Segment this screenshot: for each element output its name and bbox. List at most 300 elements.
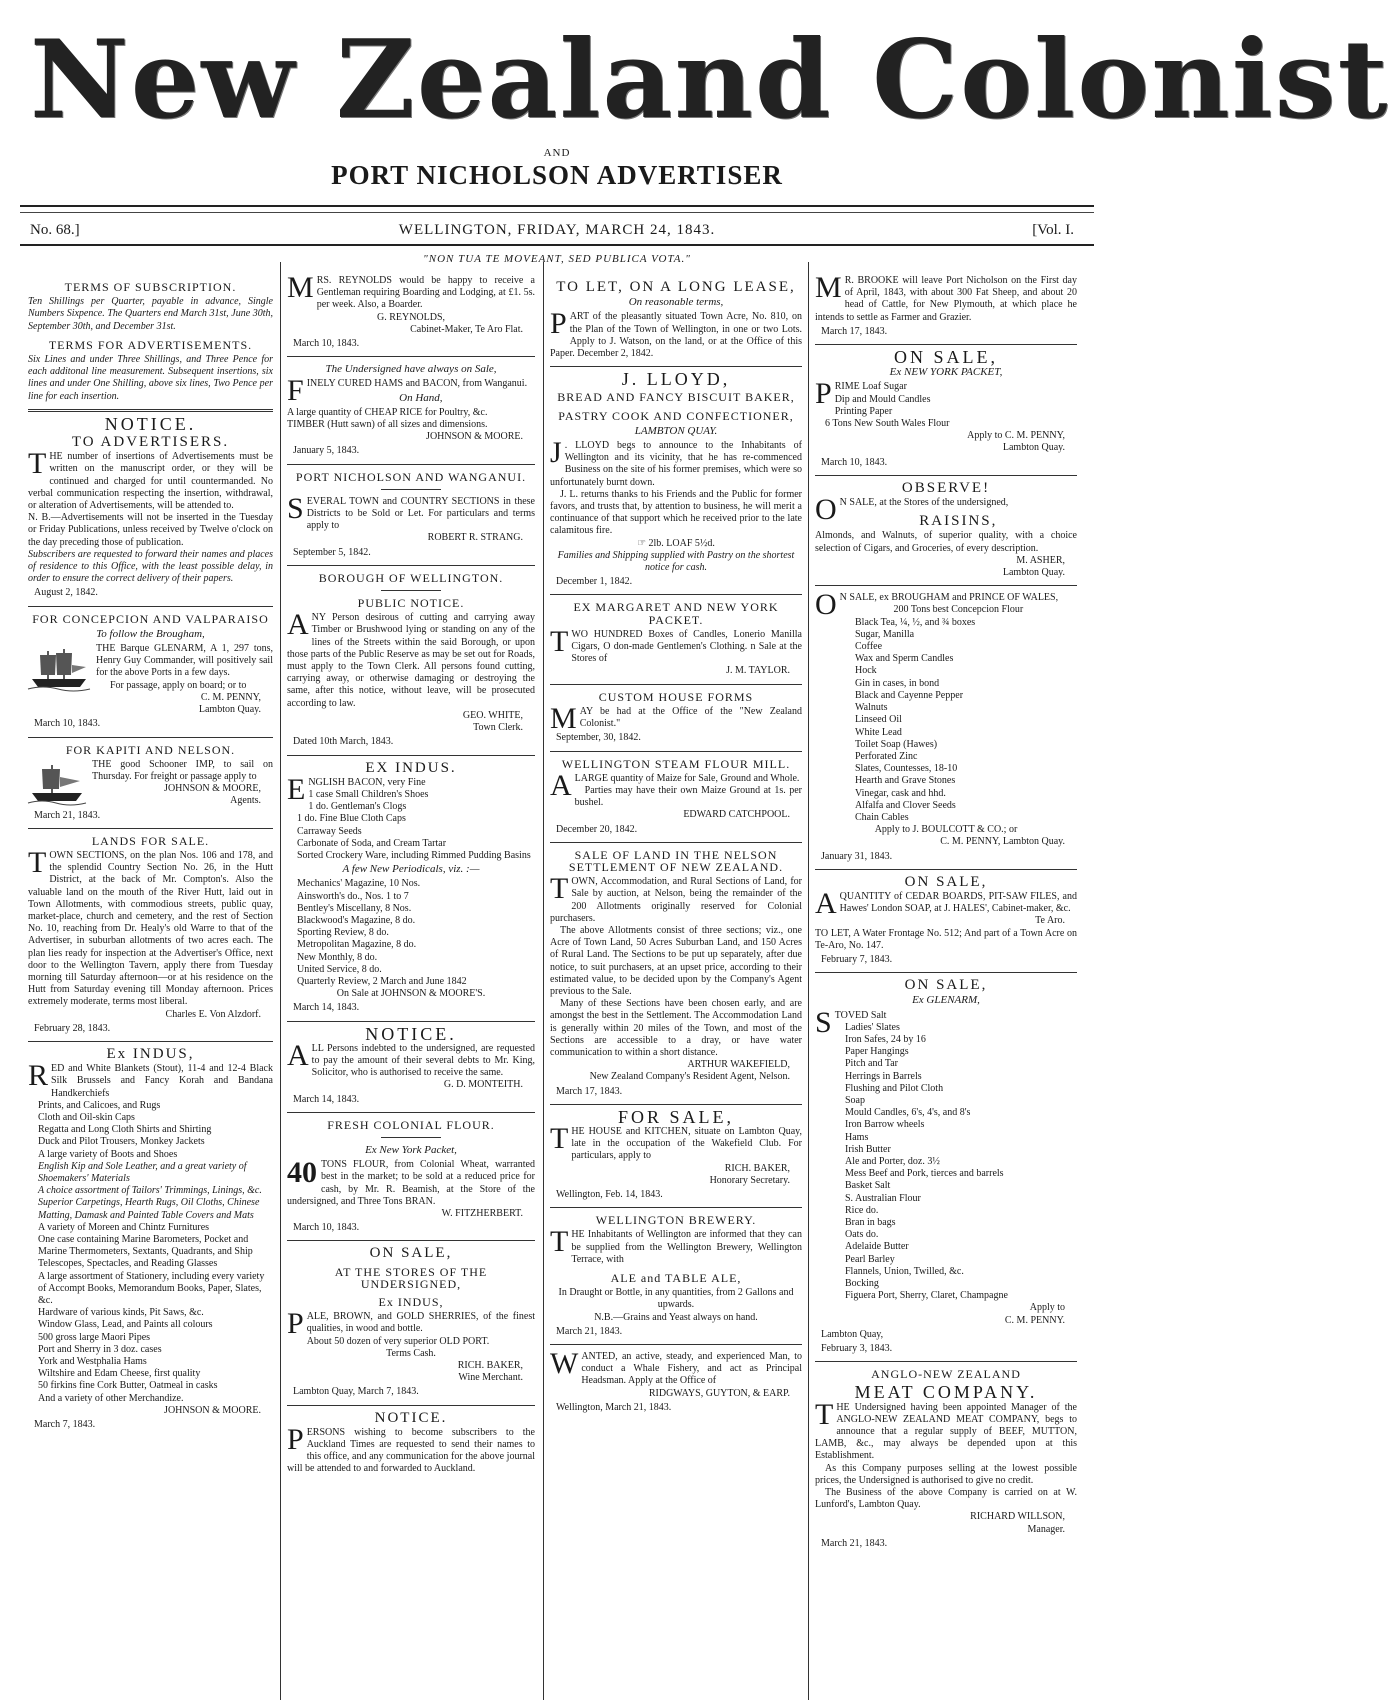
- list-item: Rice do.: [845, 1204, 879, 1216]
- drop-cap: M: [287, 271, 314, 304]
- divider: [20, 205, 1094, 207]
- divider: [287, 1240, 535, 1241]
- list-item: 500 gross large Maori Pipes: [38, 1331, 151, 1343]
- concepcion-subheading: To follow the Brougham,: [96, 627, 205, 640]
- list-item: Bentley's Miscellany, 8 Nos.: [297, 902, 412, 914]
- drop-cap: A: [287, 1038, 309, 1072]
- indus-first-line: RED and White Blankets (Stout), 11-4 and 12-4 Black Silk Brussels and Fancy Korah and Bandana Handkerchiefs: [28, 1059, 273, 1099]
- list-item: Walnuts: [855, 702, 888, 714]
- list-item: Perforated Zinc: [855, 750, 918, 762]
- list-item: Toilet Soap (Hawes): [855, 738, 938, 750]
- subscribers-notice: Subscribers are requested to forward their names and places of residence to this Office, with the least possible delay, in order to ensure the correct delivery of their papers.: [28, 548, 273, 585]
- divider: [287, 464, 535, 465]
- sherries-body: PALE, BROWN, and GOLD SHERRIES, of the finest qualities, in wood and bottle.: [287, 1307, 535, 1341]
- list-item: Adelaide Butter: [845, 1241, 909, 1253]
- list-item: Pitch and Tar: [845, 1058, 898, 1070]
- drop-cap: M: [815, 271, 842, 304]
- drop-cap: P: [287, 1422, 304, 1456]
- concepcion-heading: FOR CONCEPCION AND VALPARAISO: [32, 611, 269, 626]
- nelson-body: TOWN, Accommodation, and Rural Sections of Land, for Sale by auction, at Nelson, being the remainder of the 200 Allotments originally reserved for Colonial purchasers.: [550, 872, 802, 924]
- list-item: Sorted Crockery Ware, including Rimmed Pudding Basins: [297, 849, 531, 861]
- brooke-body: M R. BROOKE will leave Port Nicholson on the First day of April, 1843, with about 300 Fat Sheep, and about 20 head of Cattle, for New Plymouth, at which place he intends to settle as Farmer and Grazier.: [815, 271, 1077, 323]
- observe-body: O N SALE, at the Stores of the undersigned,: [815, 493, 1009, 527]
- date: January 31, 1843.: [821, 850, 893, 862]
- concepcion-body: THE Barque GLENARM, A 1, 297 tons, Henry Guy Commander, will positively sail for the above Ports in a few days.: [96, 643, 273, 679]
- glenarm-subheading: Ex GLENARM,: [912, 994, 980, 1007]
- on-sale-first-line: PRIME Loaf Sugar: [815, 377, 907, 411]
- signature: RICHARD WILLSON,: [970, 1511, 1065, 1523]
- taylor-body: TWO HUNDRED Boxes of Candles, Lonerio Manilla Cigars, O don-made Gentlemen's Clothing. n Sale at the Stores of: [550, 624, 802, 665]
- list-item: Ale and Porter, doz. 3½: [845, 1156, 940, 1167]
- brewery-nb: N.B.—Grains and Yeast always on hand.: [594, 1311, 758, 1323]
- date: Wellington, March 21, 1843.: [556, 1401, 672, 1413]
- signature-title: Agents.: [230, 795, 261, 807]
- on-sale-subheading: AT THE STORES OF THE UNDERSIGNED,: [334, 1264, 488, 1291]
- to-let-body: PART of the pleasantly situated Town Acre, No. 810, on the Plan of the Town of Wellington, in one or two Lots. Apply to J. Watson, on the land, or at the Office of this Paper. December 2, 1842.: [550, 307, 802, 360]
- list-item: Ainsworth's do., Nos. 1 to 7: [297, 890, 409, 902]
- list-item: Iron Barrow wheels: [845, 1119, 925, 1131]
- list-item: Pearl Barley: [845, 1253, 895, 1265]
- list-item: Bocking: [845, 1278, 879, 1290]
- list-item: One case containing Marine Barometers, Pocket and Marine Thermometers, Sextants, Quadrants, and Ship Telescopes, Spectacles, and Reading Glasses: [38, 1234, 253, 1270]
- drop-cap: M: [550, 701, 577, 735]
- signature: C. M. PENNY.: [1004, 1314, 1065, 1326]
- brougham-first-item: 200 Tons best Concepcion Flour: [893, 604, 1024, 616]
- divider: [550, 594, 802, 595]
- on-sale-item-list: [825, 394, 1077, 431]
- list-item: Gin in cases, in bond: [855, 677, 940, 689]
- signature-title: Manager.: [1027, 1523, 1065, 1535]
- brewery-heading: WELLINGTON BREWERY.: [595, 1213, 757, 1228]
- divider: [28, 737, 273, 738]
- on-hand-label: On Hand,: [399, 391, 443, 404]
- list-item: Herrings in Barrels: [845, 1070, 922, 1082]
- flour-heading: FRESH COLONIAL FLOUR.: [327, 1117, 495, 1132]
- date: December 20, 1842.: [556, 823, 638, 835]
- to-advertisers-heading: TO ADVERTISERS.: [71, 434, 230, 451]
- divider: [550, 1104, 802, 1105]
- ex-indus-first-line: ENGLISH BACON, very Fine: [287, 772, 426, 806]
- signature: ARTHUR WAKEFIELD,: [687, 1059, 790, 1071]
- flour-quantity: 40: [287, 1156, 317, 1190]
- drop-cap: F: [287, 374, 304, 408]
- date: Lambton Quay, March 7, 1843.: [293, 1386, 419, 1398]
- glenarm-apply: Apply to: [1029, 1302, 1065, 1314]
- list-item: Hock: [855, 665, 877, 677]
- terms-subscription-heading: TERMS OF SUBSCRIPTION.: [64, 280, 237, 294]
- indus-item-list: [38, 1100, 273, 1405]
- list-item: Basket Salt: [845, 1180, 891, 1192]
- date: March 17, 1843.: [821, 325, 888, 337]
- terms-subscription-body: Ten Shillings per Quarter, payable in advance, Single Numbers Sixpence. The Quarters end March 31st, June 30th, September 30th, and December 31st.: [28, 296, 273, 332]
- cedar-to-let: TO LET, A Water Frontage No. 512; And part of a Town Acre on Te-Aro, No. 147.: [815, 927, 1077, 951]
- lloyd-location: LAMBTON QUAY.: [634, 424, 718, 437]
- issue-date: WELLINGTON, FRIDAY, MARCH 24, 1843.: [398, 222, 716, 238]
- meat-company-body-3: The Business of the above Company is carried on at W. Lunford's, Lambton Quay.: [815, 1487, 1077, 1511]
- list-item: Oats do.: [845, 1229, 879, 1241]
- list-item: United Service, 8 do.: [297, 963, 382, 975]
- notice2-heading: NOTICE.: [374, 1409, 448, 1426]
- date: September 5, 1842.: [293, 546, 371, 558]
- drop-cap: W: [550, 1347, 579, 1381]
- divider: [550, 1207, 802, 1208]
- terms-advertisements-body: Six Lines and under Three Shillings, and Three Pence for each additonal line measurement. Subsequent insertions, six lines and under One Shilling, above six lines, Two Pence per line for each insertion.: [28, 354, 273, 402]
- date: March 10, 1843.: [34, 718, 101, 730]
- signature: GEO. WHITE,: [462, 709, 523, 721]
- list-item: Sugar, Manilla: [855, 628, 915, 640]
- list-item: Iron Safes, 24 by 16: [845, 1033, 926, 1045]
- list-item: Hearth and Grave Stones: [855, 775, 956, 787]
- lloyd-families: Families and Shipping supplied with Pastry on the shortest notice for cash.: [557, 549, 795, 574]
- meat-company-body: THE Undersigned having been appointed Manager of the ANGLO-NEW ZEALAND MEAT COMPANY, begs to announce that a regular supply of BEEF, MUTTON, LAMB, &c., may always be depended upon at this Establishment.: [815, 1397, 1077, 1462]
- custom-house-heading: CUSTOM HOUSE FORMS: [598, 689, 754, 704]
- ale-line: ALE and TABLE ALE,: [610, 1271, 742, 1286]
- drop-cap: T: [28, 447, 47, 481]
- list-item: Slates, Countesses, 18-10: [855, 763, 958, 775]
- list-item: Wiltshire and Edam Cheese, first quality: [38, 1368, 201, 1380]
- signature: RICH. BAKER,: [457, 1360, 523, 1372]
- list-item: A variety of Moreen and Chintz Furnitures: [38, 1221, 210, 1233]
- drop-cap: A: [287, 608, 309, 642]
- meat-company-body-2: As this Company purposes selling at the lowest possible prices, the Undersigned is authorised to give no credit.: [815, 1462, 1077, 1486]
- date: March 10, 1843.: [821, 456, 888, 468]
- list-item: Vinegar, cask and hhd.: [855, 787, 946, 799]
- drop-cap: P: [550, 307, 567, 341]
- brougham-item-list: [855, 617, 1077, 824]
- dateline: [30, 222, 1084, 244]
- list-item: A large assortment of Stationery, including every variety of Accompt Books, Memorandum Books, Paper, Slates, &c.: [38, 1270, 265, 1307]
- list-item: Irish Butter: [845, 1143, 891, 1155]
- glenarm-heading: ON SALE,: [904, 977, 988, 994]
- list-item: 1 case Small Children's Shoes: [308, 788, 429, 800]
- lloyd-body: J . LLOYD begs to announce to the Inhabitants of Wellington and its vicinity, that he has re-commenced Business on the site of his former premises, which were so unfortunately burnt down.: [550, 436, 802, 488]
- list-item: Bran in bags: [845, 1217, 896, 1229]
- list-item: English Kip and Sole Leather, and a great variety of Shoemakers' Materials: [38, 1160, 247, 1184]
- to-advertisers-body: THE number of insertions of Advertisements must be written on the manuscript order, or they will be continued and charged for until countermanded. No verbal communication respecting the insertion, withdrawal, or alteration of Advertisements, will be attended to.: [28, 447, 273, 512]
- list-item: Window Glass, Lead, and Paints all colours: [38, 1319, 213, 1331]
- drop-cap: T: [550, 872, 569, 906]
- signature-location: Lambton Quay.: [1002, 567, 1065, 579]
- list-item: Carraway Seeds: [297, 825, 362, 837]
- drop-cap: P: [287, 1307, 304, 1341]
- drop-cap: T: [815, 1397, 834, 1431]
- divider: [550, 1344, 802, 1345]
- signature: JOHNSON & MOORE.: [164, 1404, 261, 1416]
- divider: [550, 684, 802, 685]
- divider: [815, 972, 1077, 973]
- drop-cap: P: [815, 377, 832, 411]
- column-rule: [808, 262, 809, 1700]
- list-item: Hardware of various kinds, Pit Saws, &c.: [38, 1307, 204, 1319]
- column-rule: [280, 262, 281, 1700]
- masthead-title: New Zealand Colonist: [30, 17, 1389, 143]
- list-item: 1 do. Fine Blue Cloth Caps: [297, 813, 406, 825]
- rice-line: A large quantity of CHEAP RICE for Poultry, &c.: [287, 406, 488, 418]
- notice2-body: PERSONS wishing to become subscribers to the Auckland Times are requested to send their names to this office, and any communication for the above journal will be attended to and forwarded to Auckland.: [287, 1422, 535, 1475]
- nelson-body-3: Many of these Sections have been chosen early, and are amongst the best in the Settlement. The Accommodation Land is generally within 20 miles of the Town, and most of the Sections are accessible to a dray, or have water communication to within a short distance.: [550, 998, 802, 1058]
- wanganui-body: SEVERAL TOWN and COUNTRY SECTIONS in these Districts to be Sold or Let. For particulars and terms apply to: [287, 491, 535, 532]
- port-line: About 50 dozen of very superior OLD PORT.: [306, 1335, 490, 1347]
- nota-bene: N. B.—Advertisements will not be inserted in the Tuesday or Friday Publications, unless received by Twelve o'clock on the day preceding those of publication.: [28, 512, 273, 548]
- list-item: 50 firkins fine Cork Butter, Oatmeal in casks: [38, 1380, 218, 1392]
- date: February 28, 1843.: [34, 1022, 111, 1034]
- lloyd-subheading: PASTRY COOK AND CONFECTIONER,: [558, 408, 794, 423]
- on-sale-subheading: Ex NEW YORK PACKET,: [889, 366, 1003, 379]
- column-2: [287, 271, 535, 1700]
- list-item: Flannels, Union, Twilled, &c.: [845, 1265, 964, 1277]
- date: February 7, 1843.: [821, 953, 893, 965]
- kapiti-heading: FOR KAPITI AND NELSON.: [65, 742, 236, 757]
- list-item: Hams: [845, 1131, 869, 1143]
- divider: [287, 1021, 535, 1022]
- signature: Apply to C. M. PENNY,: [967, 430, 1065, 442]
- hams-body: FINELY CURED HAMS and BACON, from Wanganui.: [287, 374, 528, 408]
- column-rule: [543, 262, 544, 1700]
- timber-line: TIMBER (Hutt sawn) of all sizes and dimensions.: [287, 419, 488, 431]
- drop-cap: A: [815, 886, 837, 920]
- list-item: Black and Cayenne Pepper: [855, 689, 964, 701]
- signature: RIDGWAYS, GUYTON, & EARP.: [648, 1387, 790, 1399]
- signature: JOHNSON & MOORE,: [164, 783, 261, 795]
- observe-heading: OBSERVE!: [901, 479, 991, 496]
- list-item: Figuera Port, Sherry, Claret, Champagne: [845, 1290, 1008, 1302]
- lloyd-body-2: J. L. returns thanks to his Friends and the Public for former favors, and trusts that, by attention to business, he will merit a continuance of that support which he received prior to the late calamitous fire.: [550, 488, 802, 537]
- signature: ROBERT R. STRANG.: [427, 532, 523, 544]
- signature: G. REYNOLDS,: [376, 311, 446, 323]
- drop-cap: T: [28, 845, 47, 879]
- hand-pointer-icon: ☞: [637, 537, 649, 549]
- loaf-price: ☞ 2lb. LOAF 5½d.: [637, 537, 715, 549]
- list-item: Mechanics' Magazine, 10 Nos.: [297, 878, 421, 890]
- drop-cap: A: [550, 768, 572, 802]
- list-item: 1 do. Gentleman's Clogs: [308, 801, 407, 813]
- divider: [20, 244, 1094, 246]
- drop-cap: S: [287, 491, 304, 525]
- volume-number: [Vol. I.: [1032, 222, 1074, 238]
- list-item: Soap: [845, 1094, 865, 1106]
- notice-heading: NOTICE.: [365, 1023, 457, 1044]
- signature-title: Wine Merchant.: [458, 1372, 523, 1384]
- list-item: Linseed Oil: [855, 714, 902, 726]
- flour-body: 40 TONS FLOUR, from Colonial Wheat, warranted best in the market; to be sold at a reduced price for cash, by Mr. R. Beamish, at the Store of the undersigned, and Three Tons BRAN.: [287, 1156, 535, 1207]
- list-item: Mould Candles, 6's, 4's, and 8's: [845, 1107, 971, 1119]
- glenarm-first-line: STOVED Salt: [815, 1005, 887, 1039]
- kapiti-body: THE good Schooner IMP, to sail on Thursday. For freight or passage apply to: [92, 758, 273, 782]
- date: March 21, 1843.: [556, 1325, 623, 1337]
- divider: [28, 1041, 273, 1042]
- signature-location: Lambton Quay,: [821, 1328, 884, 1340]
- divider: [381, 489, 441, 490]
- cedar-body: AQUANTITY of CEDAR BOARDS, PIT-SAW FILES, and Hawes' London SOAP, at J. HALES', Cabinet-maker, &c.: [815, 886, 1077, 920]
- drop-cap: T: [550, 1225, 569, 1259]
- brewery-body-2: In Draught or Bottle, in any quantities, from 2 Gallons and upwards.: [558, 1287, 794, 1311]
- column-1: [28, 275, 273, 1700]
- list-item: S. Australian Flour: [845, 1192, 921, 1204]
- brewery-body: THE Inhabitants of Wellington are informed that they can be supplied from the Wellington Brewery, Wellington Terrace, with: [550, 1225, 802, 1265]
- list-item: Quarterly Review, 2 March and June 1842: [297, 975, 467, 987]
- signature-title: New Zealand Company's Resident Agent, Nelson.: [589, 1071, 790, 1083]
- meat-company-heading-2: MEAT COMPANY.: [854, 1382, 1038, 1403]
- public-notice-heading: PUBLIC NOTICE.: [357, 596, 465, 611]
- flour-mill-heading: WELLINGTON STEAM FLOUR MILL.: [561, 756, 791, 771]
- sale-location: On Sale at JOHNSON & MOORE'S.: [336, 988, 486, 1000]
- motto: "NON TUA TE MOVEANT, SED PUBLICA VOTA.": [423, 253, 691, 265]
- list-item: Alfalfa and Clover Seeds: [855, 799, 956, 811]
- signature: C. M. PENNY,: [200, 691, 261, 703]
- drop-cap: J: [550, 436, 562, 470]
- nelson-heading: SALE OF LAND IN THE NELSON SETTLEMENT OF NEW ZEALAND.: [568, 847, 784, 874]
- raisins-line: RAISINS,: [919, 513, 998, 530]
- terms-line: Terms Cash.: [386, 1347, 436, 1359]
- divider: [287, 565, 535, 566]
- signature: C. M. PENNY, Lambton Quay.: [940, 836, 1065, 848]
- drop-cap: O: [815, 493, 837, 527]
- list-item: York and Westphalia Hams: [38, 1356, 147, 1368]
- column-3: [550, 275, 802, 1700]
- drop-cap: T: [550, 1121, 569, 1155]
- date: March 14, 1843.: [293, 1093, 360, 1105]
- list-item: Carbonate of Soda, and Cream Tartar: [297, 837, 447, 849]
- list-item: Printing Paper: [834, 405, 893, 417]
- signature: M. ASHER,: [1016, 554, 1065, 566]
- date: March 17, 1843.: [556, 1085, 623, 1097]
- date: March 7, 1843.: [34, 1419, 96, 1431]
- divider: [20, 212, 1094, 213]
- on-sale-heading: ON SALE,: [894, 347, 998, 368]
- for-sale-heading: FOR SALE,: [617, 1106, 734, 1127]
- date: March 14, 1843.: [293, 1002, 360, 1014]
- list-item: Black Tea, ¼, ½, and ¾ boxes: [855, 616, 976, 628]
- list-item: Flushing and Pilot Cloth: [845, 1082, 944, 1094]
- indus-heading: Ex INDUS,: [106, 1045, 195, 1062]
- concepcion-passage: For passage, apply on board; or to: [110, 679, 247, 691]
- list-item: A choice assortment of Tailors' Trimmings, Linings, &c.: [38, 1185, 262, 1197]
- column-4: [815, 271, 1077, 1700]
- list-item: A large variety of Boots and Shoes: [38, 1148, 178, 1160]
- ex-indus-heading: EX INDUS.: [365, 759, 457, 776]
- list-item: Blackwood's Magazine, 8 do.: [297, 914, 416, 926]
- divider: [815, 585, 1077, 586]
- glenarm-item-list: [845, 1022, 1077, 1303]
- on-sale-ship: Ex INDUS,: [378, 1295, 444, 1310]
- signature-title: Town Clerk.: [473, 722, 523, 734]
- notice-body: ALL Persons indebted to the undersigned, are requested to pay the amount of their several debts to Mr. King, Solicitor, who is authorised to receive the same.: [287, 1038, 535, 1079]
- lands-heading: LANDS FOR SALE.: [91, 833, 210, 848]
- signature: EDWARD CATCHPOOL.: [683, 809, 790, 821]
- divider: [287, 356, 535, 357]
- ship-icon: [28, 761, 86, 807]
- signature: Charles E. Von Alzdorf.: [165, 1008, 261, 1020]
- to-let-subheading: On reasonable terms,: [628, 296, 724, 309]
- date: Dated 10th March, 1843.: [293, 736, 394, 748]
- date: Wellington, Feb. 14, 1843.: [556, 1189, 663, 1200]
- flour-mill-body-2: Parties may have their own Maize Ground at 1s. per bushel.: [574, 784, 802, 809]
- divider: [815, 475, 1077, 476]
- periodicals-heading: A few New Periodicals, viz. :—: [342, 863, 480, 876]
- list-item: Regatta and Long Cloth Shirts and Shirting: [38, 1124, 212, 1136]
- signature-location: Lambton Quay.: [198, 704, 261, 716]
- list-item: Prints, and Calicoes, and Rugs: [38, 1099, 161, 1111]
- ex-indus-item-list: [297, 789, 535, 862]
- masthead-and: AND: [543, 147, 571, 159]
- date: March 10, 1843.: [293, 338, 360, 350]
- date: February 3, 1843.: [821, 1343, 893, 1355]
- lloyd-subheading: BREAD AND FANCY BISCUIT BAKER,: [557, 390, 795, 405]
- ship-icon: [28, 645, 90, 693]
- on-sale-heading: ON SALE,: [369, 1245, 453, 1262]
- brougham-apply: Apply to J. BOULCOTT & CO.; or: [874, 824, 1018, 836]
- divider: [815, 344, 1077, 345]
- issue-number: No. 68.]: [30, 222, 80, 238]
- divider: [381, 590, 441, 591]
- for-sale-body: THE HOUSE and KITCHEN, situate on Lambton Quay, late in the occupation of the Wakefield Club. For particulars, apply to: [550, 1121, 802, 1162]
- wanted-body: WANTED, an active, steady, and experienced Man, to conduct a Whale Fishery, and act as Principal Headsman. Apply at the Office of: [550, 1347, 802, 1387]
- date: January 5, 1843.: [293, 445, 360, 457]
- date: August 2, 1842.: [34, 587, 98, 599]
- wanganui-heading: PORT NICHOLSON AND WANGANUI.: [295, 469, 527, 484]
- drop-cap: O: [815, 588, 837, 622]
- list-item: Cloth and Oil-skin Caps: [38, 1111, 135, 1123]
- divider: [550, 751, 802, 752]
- date: March 21, 1843.: [821, 1537, 888, 1549]
- signature-title: Honorary Secretary.: [709, 1174, 790, 1186]
- list-item: And a variety of other Merchandize.: [38, 1392, 184, 1404]
- divider: [815, 1361, 1077, 1362]
- divider: [381, 1137, 441, 1138]
- list-item: Mess Beef and Pork, tierces and barrels: [845, 1168, 1004, 1180]
- list-item: Chain Cables: [855, 811, 909, 823]
- flour-subheading: Ex New York Packet,: [365, 1143, 457, 1156]
- signature-title: Cabinet-Maker, Te Aro Flat.: [410, 323, 523, 335]
- signature: JOHNSON & MOORE.: [426, 431, 523, 443]
- flour-mill-body: ALARGE quantity of Maize for Sale, Ground and Whole.: [550, 768, 800, 802]
- hams-intro: The Undersigned have always on Sale,: [325, 363, 497, 376]
- divider: [287, 1112, 535, 1113]
- divider: [287, 755, 535, 756]
- divider: [550, 842, 802, 843]
- divider: [815, 869, 1077, 870]
- signature: W. FITZHERBERT.: [441, 1208, 523, 1219]
- brougham-body: O N SALE, ex BROUGHAM and PRINCE OF WALES,: [815, 588, 1059, 622]
- list-item: Superior Carpetings, Hearth Rugs, Oil Cloths, Chinese Matting, Damask and Painted Table Covers and Mats: [38, 1197, 260, 1221]
- divider: [28, 606, 273, 607]
- date: March 10, 1843.: [293, 1222, 360, 1234]
- list-item: New Monthly, 8 do.: [297, 951, 378, 963]
- list-item: Coffee: [855, 641, 883, 653]
- date: September, 30, 1842.: [556, 732, 641, 744]
- drop-cap: E: [287, 772, 306, 806]
- terms-advertisements-heading: TERMS FOR ADVERTISEMENTS.: [48, 337, 253, 352]
- date: December 1, 1842.: [556, 576, 633, 588]
- drop-cap: T: [550, 624, 569, 658]
- lloyd-heading: J. LLOYD,: [621, 369, 731, 390]
- taylor-heading: EX MARGARET AND NEW YORK PACKET.: [573, 600, 779, 627]
- divider: [28, 409, 273, 412]
- lands-body: TOWN SECTIONS, on the plan Nos. 106 and 178, and the splendid Country Section No. 26, in the Hutt District, at the back of Mr. Compton's. Also the valuable land on the mouth of the River Hutt, laid out in Town Allotments, with commodious streets, public quay, market-place, church and cemetery, and the rest of Section No. 10, reaching from Dr. Healy's old Warre to that of the Advertiser, in suburban allotments of two acres each. The plan lies ready for inspection at the Advertiser's Office, next door to the Wellington Tavern, apply there from Tuesday morning till Saturday afternoon—or at his residence on the Hutt from Saturday evening till Monday afternoon. Prices extremely moderate, terms most liberal.: [28, 845, 273, 1008]
- list-item: Port and Sherry in 3 doz. cases: [38, 1343, 162, 1355]
- date: March 21, 1843.: [34, 809, 101, 821]
- list-item: Ladies' Slates: [845, 1021, 900, 1033]
- masthead-subtitle: PORT NICHOLSON ADVERTISER: [331, 160, 783, 190]
- list-item: 6 Tons New South Wales Flour: [825, 418, 950, 430]
- list-item: Metropolitan Magazine, 8 do.: [297, 939, 417, 951]
- notice-heading: NOTICE.: [104, 413, 197, 434]
- list-item: Paper Hangings: [845, 1046, 909, 1058]
- cedar-location: Te Aro.: [1035, 915, 1065, 927]
- signature-location: Lambton Quay.: [1002, 442, 1065, 454]
- list-item: White Lead: [855, 726, 902, 738]
- drop-cap: S: [815, 1005, 832, 1039]
